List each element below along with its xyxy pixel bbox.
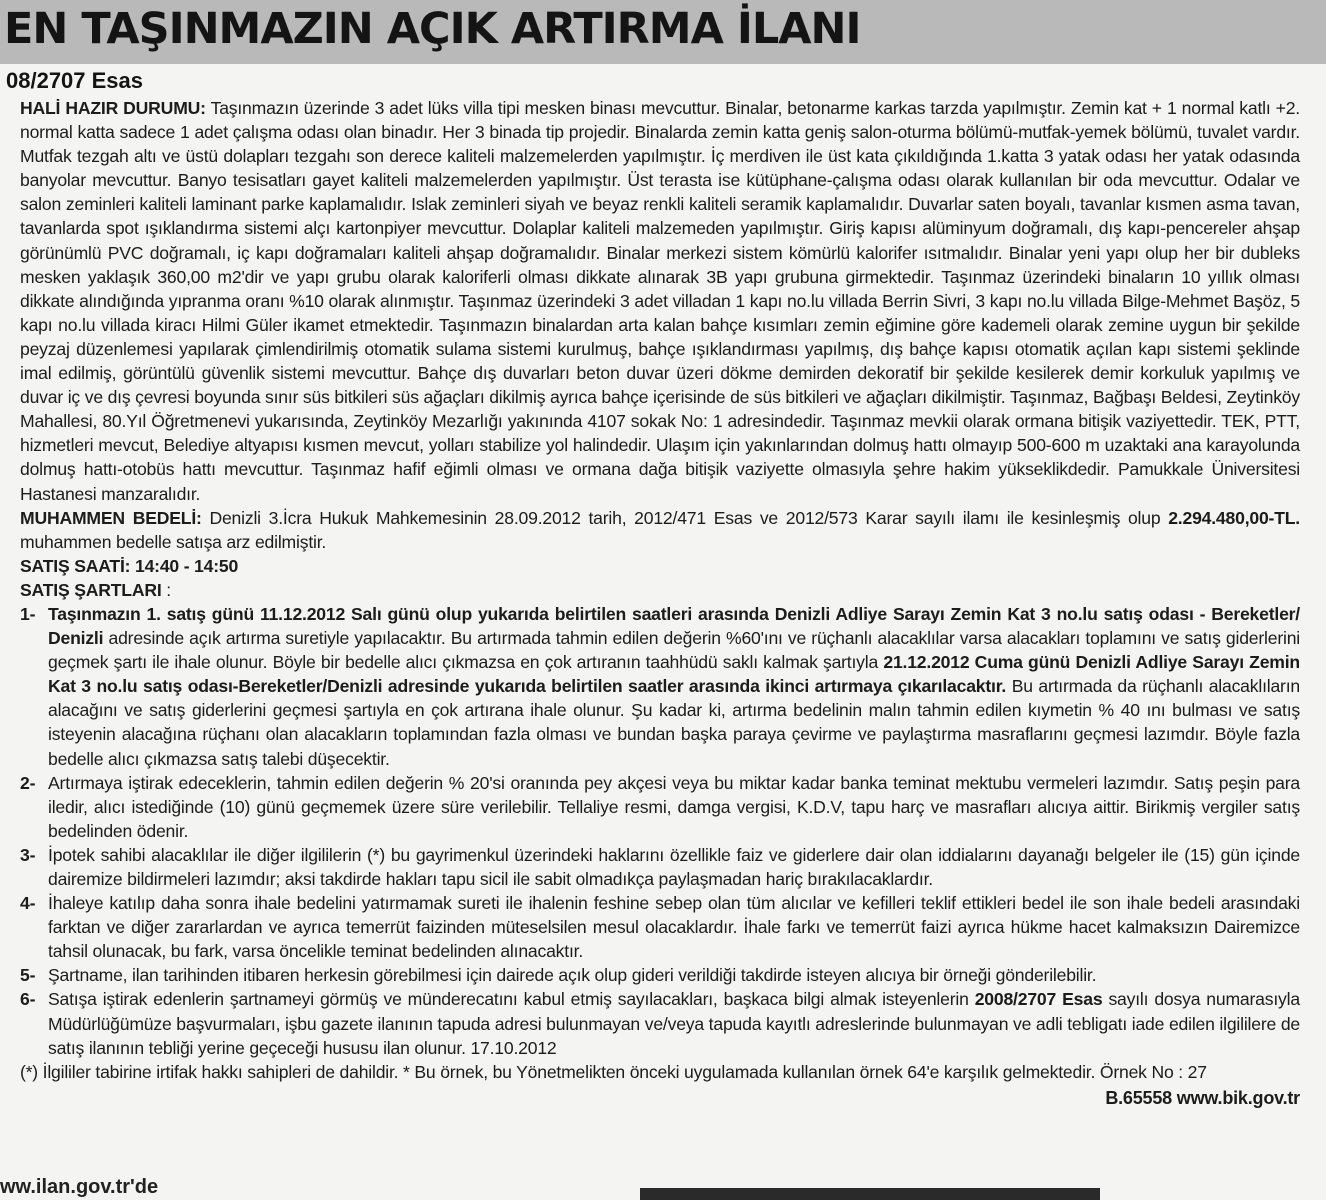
notice-title: EN TAŞINMAZIN AÇIK ARTIRMA İLANI bbox=[4, 4, 861, 54]
condition-6-text-2: sayılı dosya numarasıyla Müdürlüğümüze başvurmaları, işbu gazete ilanının tapuda adresi bulunmayan ve/veya tapuda kayıtlı adreslerinde bulunmayan ve adli tebligatı iade edilen ilgililere de satış ilanının tebliği yerine geçeceği hususu ilan olunur. 17.10.2012 bbox=[48, 989, 1300, 1058]
condition-number: 6- bbox=[20, 989, 36, 1010]
appraisal-text-2: muhammen bedelle satışa arz edilmiştir. bbox=[20, 531, 327, 552]
title-banner bbox=[0, 0, 1326, 64]
condition-item-6 bbox=[20, 987, 1300, 1059]
condition-1-bold-2: 21.12.2012 Cuma günü Denizli Adliye Sarayı Zemin Kat 3 no.lu satış odası-Bereketler/Denizli adresinde yukarıda belirtilen saatler arasında ikinci artırmaya çıkarılacaktır. bbox=[48, 652, 1300, 697]
condition-item-2 bbox=[20, 771, 1300, 843]
condition-3-text: İpotek sahibi alacaklılar ile diğer ilgililerin (*) bu gayrimenkul üzerindeki haklarını özellikle faiz ve giderlere dair olan iddialarını dayanağı belgeler ile (15) gün içinde dairemize bildirmeleri lazımdır; aksi takdirde hakları tapu sicil ile sabit olmadıkça paylaşmadan hariç bırakılacaklardır. bbox=[48, 844, 1300, 889]
condition-1-text-1: adresinde açık artırma suretiyle yapılacaktır. Bu artırmada tahmin edilen değerin %60'ını ve rüçhanlı alacaklılar varsa alacakları toplamını ve satış giderlerini geçmek şartı ile ihale olunur. Böyle bir bedelle alıcı çıkmazsa en çok artıranın taahhüdü saklı kalmak şartıyla bbox=[48, 628, 1300, 673]
condition-item-3 bbox=[20, 843, 1300, 891]
condition-number: 3- bbox=[20, 844, 36, 865]
condition-5-text: Şartname, ilan tarihinden itibaren herkesin görebilmesi için dairede açık olup gideri verildiği takdirde isteyen alıcıya bir örneği gönderilebilir. bbox=[48, 965, 1097, 986]
sale-time: SATIŞ SAATİ: 14:40 - 14:50 bbox=[20, 555, 239, 576]
conditions-heading: SATIŞ ŞARTLARI : bbox=[20, 579, 171, 600]
condition-1-text-2: Bu artırmada da rüçhanlı alacaklıların alacağını ve satış giderlerini geçmesi şartıyla en çok artırana ihale olunur. Şu kadar ki, artırma bedelinin malın tahmin edilen kıymetin % 40 ını bulması ve satış isteyenin alacağına rüçhanı olan alacakların toplamından fazla olması ve bundan başka paraya çevirme ve paylaştırma masraflarını geçmesi lazımdır. Böyle fazla bedelle alıcı çıkmazsa satış talebi düşecektir. bbox=[48, 676, 1300, 769]
footer-divider bbox=[640, 1188, 1100, 1200]
notice-body bbox=[20, 96, 1300, 1110]
case-number: 08/2707 Esas bbox=[6, 68, 144, 93]
condition-1-bold-1: Taşınmazın 1. satış günü 11.12.2012 Salı günü olup yukarıda belirtilen saatleri arasında Denizli Adliye Sarayı Zemin Kat 3 no.lu satış odası - Bereketler/ Denizli bbox=[48, 603, 1300, 649]
condition-number: 5- bbox=[20, 965, 36, 986]
condition-item-4 bbox=[20, 891, 1300, 963]
condition-item-1 bbox=[20, 602, 1300, 771]
condition-number: 1- bbox=[20, 603, 36, 624]
appraisal-label: MUHAMMEN BEDELİ: bbox=[20, 507, 202, 528]
current-state-paragraph bbox=[20, 96, 1300, 506]
condition-number: 2- bbox=[20, 772, 36, 793]
condition-2-text: Artırmaya iştirak edeceklerin, tahmin edilen değerin % 20'si oranında pey akçesi veya bu miktar kadar banka teminat mektubu vermeleri lazımdır. Satış peşin para iledir, alıcı istediğinde (10) günü geçmemek üzere süre verilebilir. Tellaliye resmi, damga vergisi, K.D.V, tapu harç ve masrafları alıcıya aittir. Birikmiş vergiler satış bedelinden ödenir. bbox=[48, 772, 1300, 841]
publisher-signature: B.65558 www.bik.gov.tr bbox=[1105, 1087, 1300, 1108]
current-state-label: HALİ HAZIR DURUMU: bbox=[20, 98, 206, 118]
condition-number: 4- bbox=[20, 893, 36, 914]
appraisal-text: Denizli 3.İcra Hukuk Mahkemesinin 28.09.2012 tarih, 2012/471 Esas ve 2012/573 Karar sayılı ilamı ile kesinleşmiş olup bbox=[209, 507, 1161, 528]
condition-6-text-1: Satışa iştirak edenlerin şartnameyi görmüş ve münderecatını kabul etmiş sayılacakları, başkaca bilgi almak isteyenlerin bbox=[48, 989, 969, 1010]
footnote: (*) İlgililer tabirine irtifak hakkı sahipleri de dahildir. * Bu örnek, bu Yönetmelikten önceki uygulamada kullanılan örnek 64'e karşılık gelmektedir. Örnek No : 27 bbox=[20, 1061, 1207, 1082]
page-footer bbox=[0, 1176, 1326, 1200]
condition-item-5 bbox=[20, 963, 1300, 987]
appraisal-paragraph bbox=[20, 506, 1300, 554]
conditions-label: SATIŞ ŞARTLARI bbox=[20, 579, 162, 600]
condition-4-text: İhaleye katılıp daha sonra ihale bedelini yatırmamak sureti ile ihalenin feshine sebep olan tüm alıcılar ve kefilleri teklif ettikleri bedel ile son ihale bedeli arasındaki farktan ve diğer zararlardan ve ayrıca temerrüt faizinden müteselsilen mesul olacaklardır. İhale farkı ve temerrüt faizi ayrıca hükme hacet kalmaksızın Dairemizce tahsil olunacak, bu fark, varsa öncelikle teminat bedelinden alınacaktır. bbox=[48, 893, 1300, 962]
footer-url: ww.ilan.gov.tr'de bbox=[0, 1176, 159, 1198]
condition-6-bold: 2008/2707 Esas bbox=[974, 989, 1103, 1010]
appraisal-amount: 2.294.480,00-TL. bbox=[1168, 507, 1300, 528]
current-state-text: Taşınmazın üzerinde 3 adet lüks villa tipi mesken binası mevcuttur. Binalar, betonarme karkas tarzda yapılmıştır. Zemin kat + 1 normal katlı +2. normal katta sadece 1 adet çalışma odası olan binadır. Her 3 binada tip projedir. Binalarda zemin katta geniş salon-oturma bölümü-mutfak-yemek bölümü, tuvalet vardır. Mutfak tezgah altı ve üstü dolapları tezgahı son derece kaliteli malzemelerden yapılmıştır. İç merdiven ile üst kata çıkıldığında 1.katta 3 yatak odası her yatak odasında banyolar mevcuttur. Banyo tesisatları gayet kaliteli malzemelerden yapılmıştır. Üst terasta ise kütüphane-çalışma odası olarak kullanılan bir oda mevcuttur. Odalar ve salon zeminleri kaliteli laminant parke kaplamalıdır. Islak zeminleri siyah ve beyaz renkli kaliteli seramik kaplamalıdır. Duvarlar saten boyalı, tavanlar kısmen asma tavan, tavanlarda spot ışıklandırma sistemi alçı kartonpiyer mevcuttur. Dolaplar kaliteli malzemeden yapılmıştır. Giriş kapısı alüminyum doğramalı, dış kapı-pencereler ahşap görünümlü PVC doğramalı, iç kapı doğramaları kaliteli ahşap doğramalıdır. Binalar merkezi sistem kömürlü kalorifer ısıtmalıdır. Binalar yeni yapı olup her bir dubleks mesken yaklaşık 360,00 m2'dir ve yapı grubu olarak kaloriferli olması dikkate alınarak 3B yapı grubuna girmektedir. Taşınmaz üzerindeki binaların 10 yıllık olması dikkate alındığında yıpranma oranı %10 olarak alınmıştır. Taşınmaz üzerindeki 3 adet villadan 1 kapı no.lu villada Berrin Sivri, 3 kapı no.lu villada Bilge-Mehmet Başöz, 5 kapı no.lu villada kiracı Hilmi Güler ikamet etmektedir. Taşınmazın binalardan arta kalan bahçe kısımları zemin eğimine göre kademeli olarak zemine uygun bir şekilde peyzaj düzenlemesi yapılarak çimlendirilmiş otomatik sulama sistemi kurulmuş, bahçe ışıklandırması yapılmış, dış bahçe kapısı otomatik açılan kapı sistemi şeklinde imal edilmiş, görüntülü güvenlik sistemi mevcuttur. Bahçe dış duvarları beton duvar üzeri dökme demirden dekoratif bir şekilde kesilerek demir korkuluk yapılmış ve duvar iç ve dış çevresi boyunda sınır süs bitkileri süs ağaçları dikilmiş ayrıca bahçe içerisinde de süs bitkileri ve ağaçları dikilmiştir. Taşınmaz, Bağbaşı Beldesi, Zeytinköy Mahallesi, 80.Yıl Öğretmenevi yukarısında, Zeytinköy Mezarlığı yakınında 4107 sokak No: 1 adresindedir. Taşınmaz mevkii olarak ormana bitişik vaziyettedir. TEK, PTT, hizmetleri mevcut, Belediye altyapısı kısmen mevcut, yolları stabilize yol halindedir. Ulaşım için yakınlarından dolmuş hattı olmayıp 500-600 m uzaktaki ana karayolunda dolmuş hattı-otobüs hattı mevcuttur. Taşınmaz hafif eğimli olması ve ormana dağa bitişik vaziyette olmasıyla şehre hakim yükseklikdedir. Pamukkale Üniversitesi Hastanesi manzaralıdır. bbox=[20, 98, 1300, 504]
